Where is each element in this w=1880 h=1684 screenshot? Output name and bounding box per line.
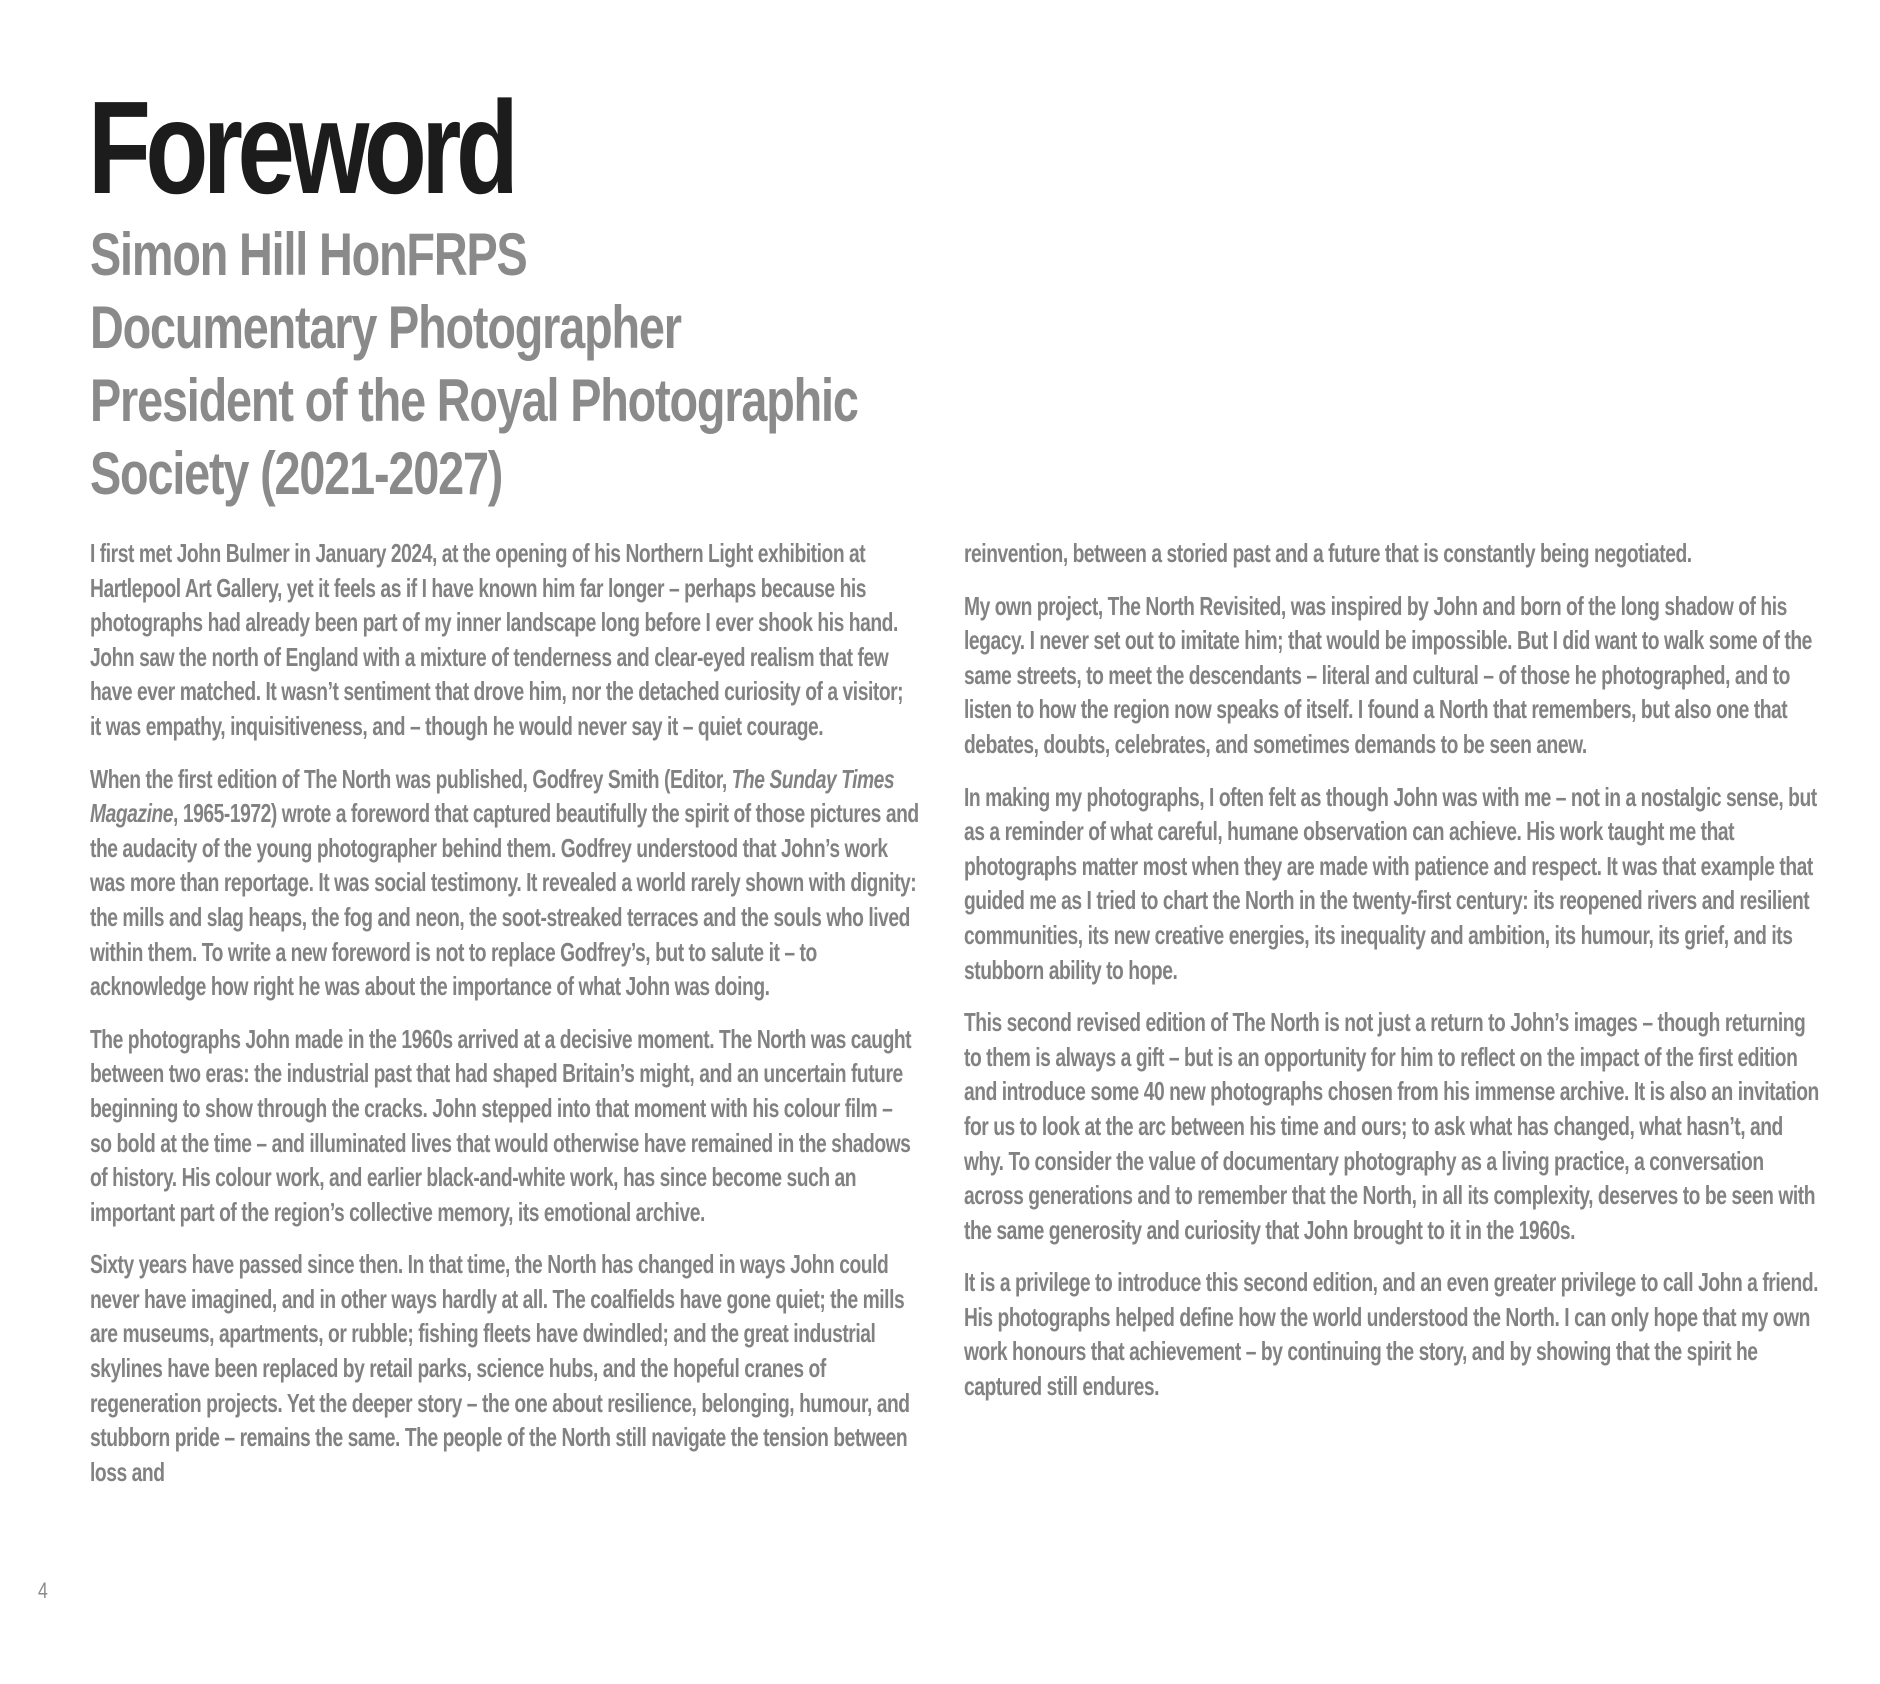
author-position-line-2: Society (2021-2027) bbox=[90, 440, 503, 507]
paragraph: The photographs John made in the 1960s arrived at a decisive moment. The North was caught between two eras: the industrial past that had shaped Britain’s might, and an uncertain future beginning to show through the cracks. John stepped into that moment with his colour film – so bold at the time – and illuminated lives that would otherwise have remained in the shadows of history. His colour work, and earlier black-and-white work, has since become such an important part of the region’s collective memory, its emotional archive. bbox=[90, 1023, 912, 1227]
page-title: Foreword bbox=[88, 74, 514, 221]
paragraph-text: When the first edition of The North was published, Godfrey Smith (Editor, bbox=[90, 763, 732, 794]
right-column bbox=[964, 536, 1822, 1422]
publication-title: The Sunday Times Magazine bbox=[90, 763, 895, 829]
paragraph-text: , 1965-1972) wrote a foreword that captured beautifully the spirit of those pictures and the audacity of the young photographer behind them. Godfrey understood that John’s work was more than reportage. It was social testimony. It revealed a world rarely shown with dignity: the mills and slag heaps, the fog and neon, the soot-streaked terraces and the souls who lived within them. To write a new foreword is not to replace Godfrey’s, but to salute it – to acknowledge how right he was about the importance of what John was doing. bbox=[90, 798, 919, 1002]
paragraph: Sixty years have passed since then. In that time, the North has changed in ways John could never have imagined, and in other ways hardly at all. The coalfields have gone quiet; the mills are museums, apartments, or rubble; fishing fleets have dwindled; and the great industrial skylines have been replaced by retail parks, science hubs, and the hopeful cranes of regeneration projects. Yet the deeper story – the one about resilience, belonging, humour, and stubborn pride – remains the same. The people of the North still navigate the tension between loss and bbox=[90, 1249, 910, 1487]
paragraph: This second revised edition of The North is not just a return to John’s images – though returning to them is always a gift – but is an opportunity for him to reflect on the impact of the first edition and introduce some 40 new photographs chosen from his immense archive. It is also an invitation for us to look at the arc between his time and ours; to ask what has changed, what hasn’t, and why. To consider the value of documentary photography as a living practice, a conversation across generations and to remember that the North, in all its complexity, deserves to be seen with the same generosity and curiosity that John brought to it in the 1960s. bbox=[964, 1007, 1819, 1245]
paragraph bbox=[90, 762, 919, 1004]
page-number: 4 bbox=[38, 1578, 48, 1603]
paragraph: reinvention, between a storied past and a future that is constantly being negotiated. bbox=[964, 538, 1692, 568]
author-position-line-1: President of the Royal Photographic bbox=[90, 367, 858, 434]
paragraph: My own project, The North Revisited, was inspired by John and born of the long shadow of his legacy. I never set out to imitate him; that would be impossible. But I did want to walk some of the same streets, to meet the descendants – literal and cultural – of those he photographed, and to listen to how the region now speaks of itself. I found a North that remembers, but also one that debates, doubts, celebrates, and sometimes demands to be seen anew. bbox=[964, 590, 1812, 759]
author-name: Simon Hill HonFRPS bbox=[90, 221, 527, 288]
left-column bbox=[90, 536, 919, 1507]
author-role: Documentary Photographer bbox=[90, 294, 681, 361]
paragraph: I first met John Bulmer in January 2024, at the opening of his Northern Light exhibition at Hartlepool Art Gallery, yet it feels as if I have known him far longer – perhaps because his photographs had already been part of my inner landscape long before I ever shook his hand. John saw the north of England with a mixture of tenderness and clear-eyed realism that few have ever matched. It wasn’t sentiment that drove him, nor the detached curiosity of a visitor; it was empathy, inquisitiveness, and – though he would never say it – quiet courage. bbox=[90, 538, 904, 741]
paragraph: It is a privilege to introduce this second edition, and an even greater privilege to call John a friend. His photographs helped define how the world understood the North. I can only hope that my own work honours that achievement – by continuing the story, and by showing that the spirit he captured still endures. bbox=[964, 1267, 1819, 1402]
author-block bbox=[90, 218, 948, 510]
paragraph: In making my photographs, I often felt as though John was with me – not in a nostalgic sense, but as a reminder of what careful, humane observation can achieve. His work taught me that photographs matter most when they are made with patience and respect. It was that example that guided me as I tried to chart the North in the twenty-first century: its reopened rivers and resilient communities, its new creative energies, its inequality and ambition, its humour, its grief, and its stubborn ability to hope. bbox=[964, 781, 1817, 985]
